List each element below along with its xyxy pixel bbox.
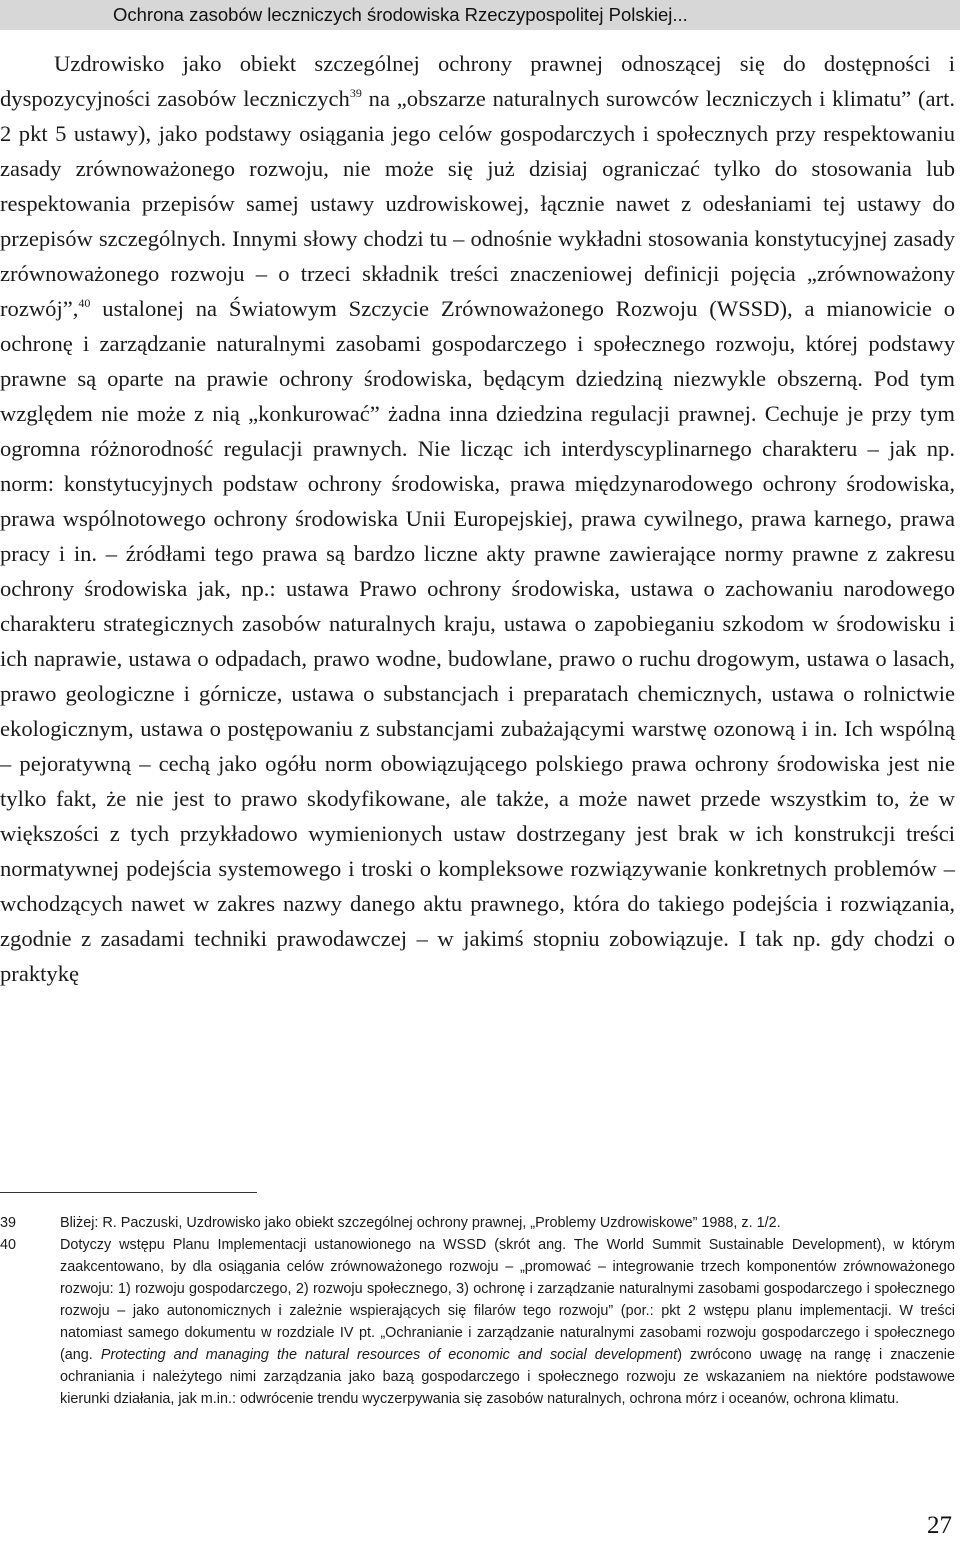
footnote-text: Bliżej: R. Paczuski, Uzdrowisko jako obiekt szczególnej ochrony prawnej, „Problemy Uzdrowiskowe” 1988, z. 1/2.: [60, 1215, 781, 1231]
footnotes: [0, 1212, 955, 1410]
text-segment: Uzdrowisko jako obiekt szczególnej ochrony prawnej odnoszącej się do dostępności i dyspozycyjności zasobów leczniczych: [0, 51, 955, 111]
footnote-40: [0, 1234, 955, 1410]
footnote-divider: [0, 1192, 257, 1193]
footnote-number: 39: [0, 1215, 17, 1231]
text-segment: ustalonej na Światowym Szczycie Zrównoważonego Rozwoju (WSSD), a mianowicie o ochronę i zarządzanie naturalnymi zasobami gospodarczego i społecznego rozwoju, której podstawy prawne są oparte na prawie ochrony środowiska, będącym dziedziną niezwykle obszerną. Pod tym względem nie może z nią „konkurować” żadna inna dziedzina regulacji prawnej. Cechuje je przy tym ogromna różnorodność regulacji prawnych. Nie licząc ich interdyscyplinarnego charakteru – jak np. norm: konstytucyjnych podstaw ochrony środowiska, prawa międzynarodowego ochrony środowiska, prawa wspólnotowego ochrony środowiska Unii Europejskiej, prawa cywilnego, prawa karnego, prawa pracy i in. – źródłami tego prawa są bardzo liczne akty prawne zawierające normy prawne z zakresu ochrony środowiska jak, np.: ustawa Prawo ochrony środowiska, ustawa o zachowaniu narodowego charakteru strategicznych zasobów naturalnych kraju, ustawa o zapobieganiu szkodom w środowisku i ich naprawie, ustawa o odpadach, prawo wodne, budowlane, prawo o ruchu drogowym, ustawa o lasach, prawo geologiczne i górnicze, ustawa o substancjach i preparatach chemicznych, ustawa o rolnictwie ekologicznym, ustawa o postępowaniu z substancjami zubażającymi warstwę ozonową i in. Ich wspólną – pejoratywną – cechą jako ogółu norm obowiązującego polskiego prawa ochrony środowiska jest nie tylko fakt, że nie jest to prawo skodyfikowane, ale także, a może nawet przede wszystkim to, że w większości z tych przykładowo wymienionych ustaw dostrzegany jest brak w ich konstrukcji treści normatywnej podejścia systemowego i troski o kompleksowe rozwiązywanie konkretnych problemów – wchodzących nawet w zakres nazwy danego aktu prawnego, która do takiego podejścia i rozwiązania, zgodnie z zasadami techniki prawodawczej – w jakimś stopniu zobowiązuje. I tak np. gdy chodzi o praktykę: [0, 296, 955, 986]
footnote-39: [0, 1212, 955, 1234]
text-segment: na „obszarze naturalnych surowców leczniczych i klimatu” (art. 2 pkt 5 ustawy), jako podstawy osiągania jego celów gospodarczych i społecznych przy respektowaniu zasady zrównoważonego rozwoju, nie może się już dzisiaj ograniczać tylko do stosowania lub respektowania przepisów samej ustawy uzdrowiskowej, łącznie nawet z odesłaniami tej ustawy do przepisów szczególnych. Innymi słowy chodzi tu – odnośnie wykładni stosowania konstytucyjnej zasady zrównoważonego rozwoju – o trzeci składnik treści znaczeniowej definicji pojęcia „zrównoważony rozwój”,: [0, 86, 956, 321]
footnote-text-part: Dotyczy wstępu Planu Implementacji ustanowionego na WSSD (skrót ang. The World Summit Sustainable Development), w którym zaakcentowano, by dla osiągania celów zrównoważonego rozwoju – „promować – integrowanie trzech komponentów zrównoważonego rozwoju: 1) rozwoju gospodarczego, 2) rozwoju społecznego, 3) ochronę i zarządzanie naturalnymi zasobami gospodarczego i społecznego rozwoju – jako autonomicznych i zależnie wspierających się filarów tego rozwoju” (por.: pkt 2 wstępu planu implementacji. W treści natomiast samego dokumentu w rozdziale IV pt. „Ochranianie i zarządzanie naturalnymi zasobami rozwoju gospodarczego i społecznego (ang.: [60, 1237, 955, 1363]
footnote-italic-phrase: Protecting and managing the natural resources of economic and social development: [100, 1347, 678, 1363]
page-number: 27: [927, 1512, 952, 1539]
paragraph: [0, 46, 955, 991]
footnote-ref-40[interactable]: 40: [78, 296, 91, 310]
footnote-ref-39[interactable]: 39: [349, 86, 362, 100]
footnote-number: 40: [0, 1237, 17, 1253]
main-text: [0, 46, 955, 991]
footnote-text-part: ) zwrócono uwagę na rangę i znaczenie ochraniania i należytego nimi zarządzania jako bazą gospodarczego i społecznego rozwoju ze wskazaniem na niektóre podstawowe kierunki działania, jak m.in.: odwrócenie trendu wyczerpywania się zasobów naturalnych, ochrona mórz i oceanów, ochrona klimatu.: [60, 1347, 955, 1407]
footnote-text: [60, 1234, 955, 1410]
running-title: Ochrona zasobów leczniczych środowiska Rzeczypospolitej Polskiej...: [113, 4, 688, 25]
running-header: [0, 0, 960, 30]
